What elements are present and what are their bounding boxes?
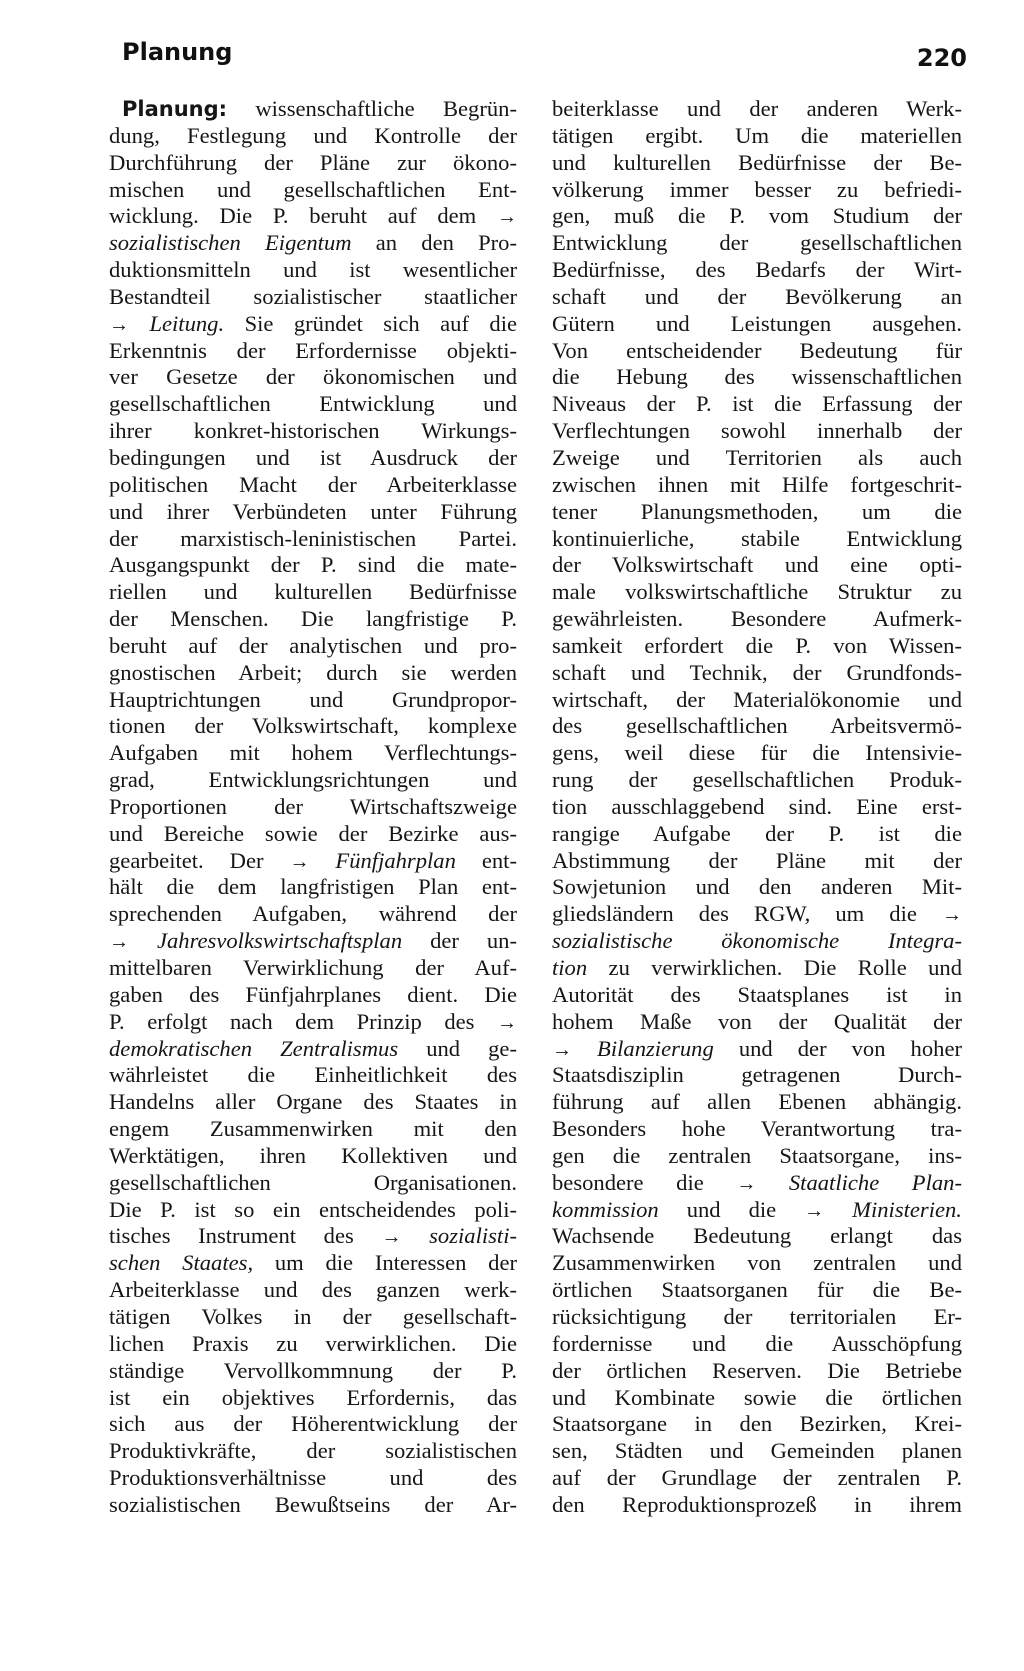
text-line: die Hebung des wissenschaftlichen: [552, 364, 962, 390]
text-line: mittelbaren Verwirklichung der Auf-: [109, 955, 517, 980]
text-line: und kulturellen Bedürfnisse der Be-: [552, 149, 962, 175]
text-line: engem Zusammenwirken mit den: [109, 1116, 517, 1142]
text-line: Verflechtungen sowohl innerhalb der: [552, 418, 962, 444]
text-line: gen die zentralen Staatsorgane, ins-: [552, 1142, 962, 1168]
cross-reference-link[interactable]: sozialisti-: [429, 1223, 517, 1249]
text-line: und Bereiche sowie der Bezirke aus-: [109, 820, 517, 846]
text-line: Autorität des Staatsplanes ist in: [552, 981, 962, 1007]
text-line: ihrer konkret-historischen Wirkungs-: [109, 418, 517, 444]
text-line: Produktivkräfte, der sozialistischen: [109, 1438, 517, 1464]
text-line: tionen der Volkswirtschaft, komplexe: [109, 713, 517, 739]
text-line: → Leitung. Sie gründet sich auf die: [109, 310, 517, 336]
cross-reference-link[interactable]: kommission: [552, 1196, 659, 1222]
text-line: ver Gesetze der ökonomischen und: [109, 364, 517, 390]
text-line: des gesellschaftlichen Arbeitsvermö-: [552, 713, 962, 739]
text-line: hohem Maße von der Qualität der: [552, 1008, 962, 1034]
text-line: und ihrer Verbündeten unter Führung: [109, 498, 517, 524]
text-line: Staatsorgane in den Bezirken, Krei-: [552, 1411, 962, 1437]
text-line: samkeit erfordert die P. von Wissen-: [552, 632, 962, 658]
text-line: politischen Macht der Arbeiterklasse: [109, 471, 517, 497]
text-line: wirtschaft, der Materialökonomie und: [552, 686, 962, 712]
text-line: Zweige und Territorien als auch: [552, 444, 962, 470]
text-line: der Volkswirtschaft und eine opti-: [552, 552, 962, 578]
text-line: Produktionsverhältnisse und des: [109, 1465, 517, 1491]
text-line: rangige Aufgabe der P. ist die: [552, 820, 962, 846]
text-line: gaben des Fünfjahrplanes dient. Die: [109, 981, 517, 1007]
text-line: besondere die → Staatliche Plan-: [552, 1169, 962, 1195]
text-line: Niveaus der P. ist die Erfassung der: [552, 391, 962, 417]
text-line: ständige Vervollkommnung der P.: [109, 1357, 517, 1383]
text-line: Bedürfnisse, des Bedarfs der Wirt-: [552, 257, 962, 283]
text-line: P. erfolgt nach dem Prinzip des →: [109, 1008, 517, 1034]
text-line: beiterklasse und der anderen Werk-: [552, 96, 962, 121]
text-line: der marxistisch-leninistischen Partei.: [109, 525, 517, 551]
text-line: rücksichtigung der territorialen Er-: [552, 1303, 962, 1329]
running-head: Planung: [122, 38, 233, 66]
entry-lemma: Planung:: [122, 97, 228, 121]
text-line: und Kombinate sowie die örtlichen: [552, 1384, 962, 1410]
text-line: der Menschen. Die langfristige P.: [109, 606, 517, 632]
text-line: riellen und kulturellen Bedürfnisse: [109, 579, 517, 605]
text-line: Ausgangspunkt der P. sind die mate-: [109, 552, 517, 578]
text-line: Gütern und Leistungen ausgehen.: [552, 310, 962, 336]
text-line: Durchführung der Pläne zur ökono-: [109, 149, 517, 175]
text-line: währleistet die Einheitlichkeit des: [109, 1062, 517, 1088]
text-line: schaft und Technik, der Grundfonds-: [552, 659, 962, 685]
text-line: Werktätigen, ihren Kollektiven und: [109, 1142, 517, 1168]
text-line: Arbeiterklasse und des ganzen werk-: [109, 1277, 517, 1303]
text-line: hält die dem langfristigen Plan ent-: [109, 874, 517, 900]
cross-reference-link[interactable]: Ministerien.: [852, 1196, 962, 1222]
text-line: → Jahresvolkswirtschaftsplan der un-: [109, 928, 517, 954]
text-line: dung, Festlegung und Kontrolle der: [109, 122, 517, 148]
text-line: gesellschaftlichen Entwicklung und: [109, 391, 517, 417]
text-line: völkerung immer besser zu befriedi-: [552, 176, 962, 202]
text-line: gen, muß die P. vom Studium der: [552, 203, 962, 229]
text-line: Zusammenwirken von zentralen und: [552, 1250, 962, 1276]
text-line: örtlichen Staatsorganen für die Be-: [552, 1277, 962, 1303]
text-line: gens, weil diese für die Intensivie-: [552, 740, 962, 766]
text-line: duktionsmitteln und ist wesentlicher: [109, 257, 517, 283]
cross-reference-link[interactable]: Bilanzierung: [597, 1035, 714, 1061]
cross-reference-link[interactable]: sozialistische ökonomische Integra-: [552, 928, 962, 954]
text-line: kommission und die → Ministerien.: [552, 1196, 962, 1222]
text-line: beruht auf der analytischen und pro-: [109, 632, 517, 658]
text-line: wicklung. Die P. beruht auf dem →: [109, 203, 517, 229]
cross-reference-arrow: →: [381, 1226, 402, 1249]
text-line: Planung: wissenschaftliche Begrün-: [122, 96, 517, 121]
cross-reference-link[interactable]: demokratischen Zentralismus: [109, 1035, 399, 1061]
cross-reference-link[interactable]: schen Staates,: [109, 1250, 254, 1276]
text-line: tisches Instrument des → sozialisti-: [109, 1223, 517, 1249]
text-line: fordernisse und die Ausschöpfung: [552, 1330, 962, 1356]
text-line: den Reproduktionsprozeß in ihrem: [552, 1491, 962, 1517]
text-line: gearbeitet. Der → Fünfjahrplan ent-: [109, 847, 517, 873]
cross-reference-arrow: →: [736, 1172, 757, 1195]
text-line: Handelns aller Organe des Staates in: [109, 1089, 517, 1115]
text-line: Erkenntnis der Erfordernisse objekti-: [109, 337, 517, 363]
text-line: [552, 928, 962, 955]
text-line: demokratischen Zentralismus und ge-: [109, 1035, 517, 1061]
text-line: zwischen ihnen mit Hilfe fortgeschrit-: [552, 471, 962, 497]
right-column: [552, 96, 962, 1519]
cross-reference-link[interactable]: sozialistischen Eigentum: [109, 230, 352, 256]
cross-reference-link[interactable]: Jahresvolkswirtschaftsplan: [156, 928, 403, 954]
text-line: Entwicklung der gesellschaftlichen: [552, 230, 962, 256]
text-line: male volkswirtschaftliche Struktur zu: [552, 579, 962, 605]
text-line: gliedsländern des RGW, um die →: [552, 901, 962, 927]
cross-reference-arrow: →: [804, 1199, 825, 1222]
text-line: grad, Entwicklungsrichtungen und: [109, 767, 517, 793]
text-line: tion ausschlaggebend sind. Eine erst-: [552, 793, 962, 819]
text-line: sen, Städten und Gemeinden planen: [552, 1438, 962, 1464]
cross-reference-arrow: →: [497, 1011, 517, 1034]
cross-reference-arrow: →: [552, 1038, 572, 1061]
text-line: gnostischen Arbeit; durch sie werden: [109, 659, 517, 685]
cross-reference-arrow: →: [497, 206, 517, 229]
text-line: mischen und gesellschaftlichen Ent-: [109, 176, 517, 202]
text-line: Bestandteil sozialistischer staatlicher: [109, 283, 517, 309]
text-line: ist ein objektives Erfordernis, das: [109, 1384, 517, 1410]
left-column: [109, 96, 517, 1519]
text-line: führung auf allen Ebenen abhängig.: [552, 1089, 962, 1115]
page-number: 220: [916, 44, 967, 72]
text-line: der örtlichen Reserven. Die Betriebe: [552, 1357, 962, 1383]
text-line: sprechenden Aufgaben, während der: [109, 901, 517, 927]
text-line: sozialistischen Eigentum an den Pro-: [109, 230, 517, 256]
text-line: Proportionen der Wirtschaftszweige: [109, 793, 517, 819]
text-line: Von entscheidender Bedeutung für: [552, 337, 962, 363]
text-line: tätigen Volkes in der gesellschaft-: [109, 1303, 517, 1329]
cross-reference-arrow: →: [109, 313, 129, 336]
text-line: Die P. ist so ein entscheidendes poli-: [109, 1196, 517, 1222]
text-line: Abstimmung der Pläne mit der: [552, 847, 962, 873]
text-line: auf der Grundlage der zentralen P.: [552, 1465, 962, 1491]
cross-reference-arrow: →: [942, 904, 962, 927]
text-line: Hauptrichtungen und Grundpropor-: [109, 686, 517, 712]
text-line: Besonders hohe Verantwortung tra-: [552, 1116, 962, 1142]
cross-reference-link[interactable]: tion: [552, 955, 588, 980]
text-line: tener Planungsmethoden, um die: [552, 498, 962, 524]
text-line: gesellschaftlichen Organisationen.: [109, 1169, 517, 1195]
text-line: lichen Praxis zu verwirklichen. Die: [109, 1330, 517, 1356]
text-line: Wachsende Bedeutung erlangt das: [552, 1223, 962, 1249]
text-line: kontinuierliche, stabile Entwicklung: [552, 525, 962, 551]
cross-reference-link[interactable]: Fünfjahrplan: [335, 847, 456, 873]
text-line: schen Staates, um die Interessen der: [109, 1250, 517, 1276]
text-line: bedingungen und ist Ausdruck der: [109, 444, 517, 470]
cross-reference-link[interactable]: Staatliche Plan-: [788, 1169, 962, 1195]
text-line: gewährleisten. Besondere Aufmerk-: [552, 606, 962, 632]
text-line: sich aus der Höherentwicklung der: [109, 1411, 517, 1437]
text-line: Sowjetunion und den anderen Mit-: [552, 874, 962, 900]
cross-reference-link[interactable]: Leitung.: [149, 310, 225, 336]
text-line: schaft und der Bevölkerung an: [552, 283, 962, 309]
cross-reference-arrow: →: [109, 931, 129, 954]
text-line: tion zu verwirklichen. Die Rolle und: [552, 955, 962, 980]
text-line: Staatsdisziplin getragenen Durch-: [552, 1062, 962, 1088]
text-line: → Bilanzierung und der von hoher: [552, 1035, 962, 1061]
text-line: rung der gesellschaftlichen Produk-: [552, 767, 962, 793]
cross-reference-arrow: →: [289, 850, 310, 873]
text-line: sozialistischen Bewußtseins der Ar-: [109, 1491, 517, 1517]
text-line: tätigen ergibt. Um die materiellen: [552, 122, 962, 148]
text-line: Aufgaben mit hohem Verflechtungs-: [109, 740, 517, 766]
